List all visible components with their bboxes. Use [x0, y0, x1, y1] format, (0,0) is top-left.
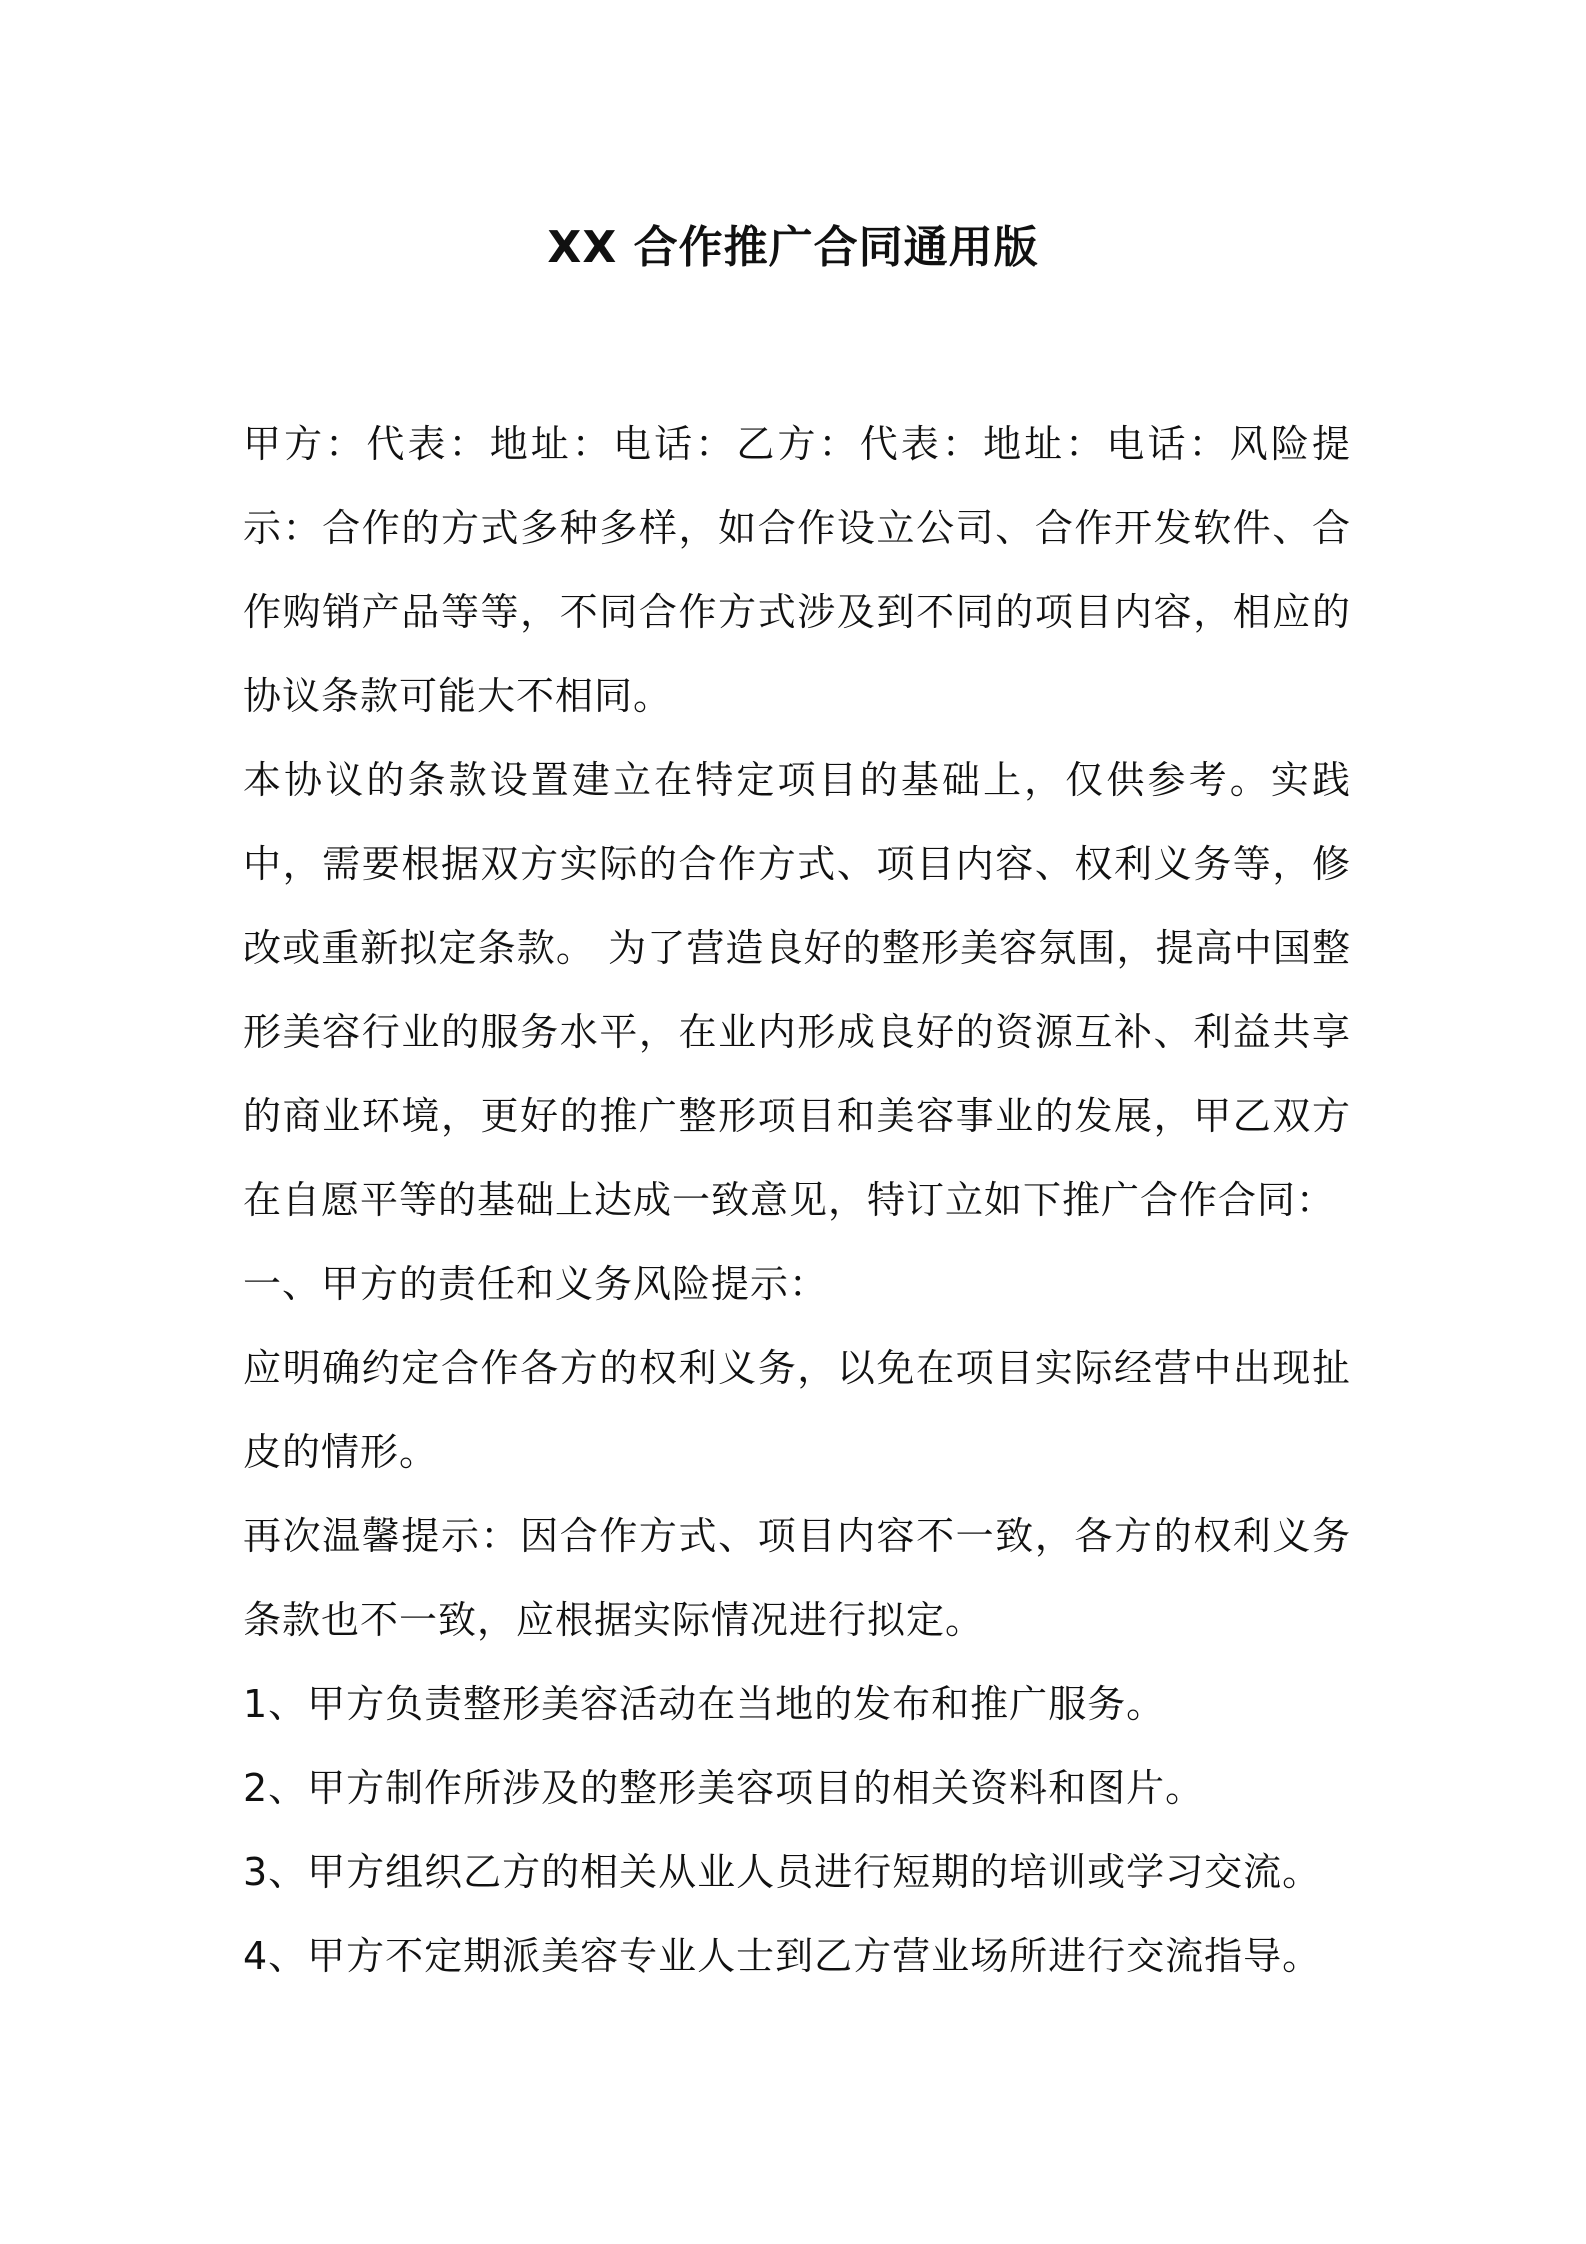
paragraph-reminder: 再次温馨提示：因合作方式、项目内容不一致，各方的权利义务条款也不一致，应根据实际情况进行拟定。	[243, 1514, 1351, 1642]
section-heading-party-a-duties: 一、甲方的责任和义务风险提示：	[243, 1262, 829, 1306]
list-item-1: 1、甲方负责整形美容活动在当地的发布和推广服务。	[243, 1682, 1166, 1726]
paragraph-agreement-basis: 本协议的条款设置建立在特定项目的基础上，仅供参考。实践中，需要根据双方实际的合作方式、项目内容、权利义务等，修改或重新拟定条款。 为了营造良好的整形美容氛围，提高中国整形美容行业的服务水平，在业内形成良好的资源互补、利益共享的商业环境，更好的推广整形项目和美容事业的发展，甲乙双方在自愿平等的基础上达成一致意见，特订立如下推广合作合同：	[243, 758, 1351, 1222]
paragraph-rights-obligations-notice: 应明确约定合作各方的权利义务，以免在项目实际经营中出现扯皮的情形。	[243, 1346, 1351, 1474]
list-item-3: 3、甲方组织乙方的相关从业人员进行短期的培训或学习交流。	[243, 1850, 1322, 1894]
list-item-4: 4、甲方不定期派美容专业人士到乙方营业场所进行交流指导。	[243, 1934, 1322, 1978]
paragraph-parties-and-risk-notice: 甲方：代表：地址：电话：乙方：代表：地址：电话：风险提示：合作的方式多种多样，如合作设立公司、合作开发软件、合作购销产品等等，不同合作方式涉及到不同的项目内容，相应的协议条款可能大不相同。	[243, 422, 1351, 718]
list-item-2: 2、甲方制作所涉及的整形美容项目的相关资料和图片。	[243, 1766, 1205, 1810]
document-title: XX 合作推广合同通用版	[547, 222, 1039, 273]
document-body	[243, 402, 1351, 1998]
